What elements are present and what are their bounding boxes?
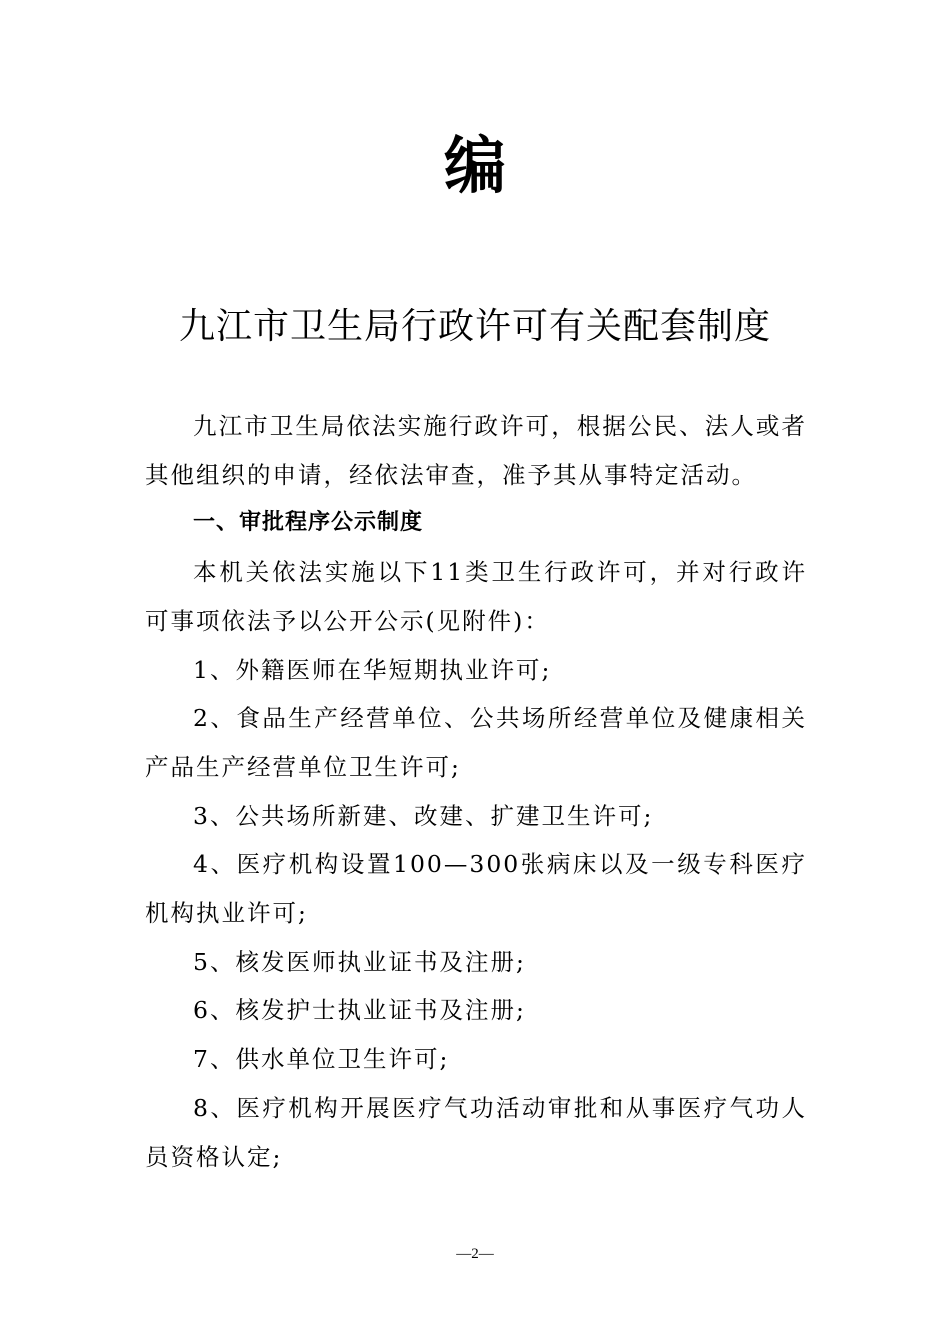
list-item-4: 4、医疗机构设置100—300张病床以及一级专科医疗机构执业许可; [145, 850, 807, 928]
section-heading: 一、审批程序公示制度 [193, 510, 424, 536]
list-item-3: 3、公共场所新建、改建、扩建卫生许可; [193, 801, 654, 830]
list-item-1: 1、外籍医师在华短期执业许可; [193, 655, 552, 684]
document-body [145, 402, 807, 1181]
cover-character: 编 [443, 129, 506, 202]
document-title: 九江市卫生局行政许可有关配套制度 [178, 306, 771, 347]
list-item-6: 6、核发护士执业证书及注册; [193, 996, 526, 1025]
intro-paragraph: 九江市卫生局依法实施行政许可，根据公民、法人或者其他组织的申请，经依法审查，准予其从事特定活动。 [145, 412, 807, 489]
page-number: —2— [456, 1246, 494, 1262]
list-item-7: 7、供水单位卫生许可; [193, 1045, 450, 1074]
list-item-5: 5、核发医师执业证书及注册; [193, 947, 526, 976]
section-intro-paragraph: 本机关依法实施以下11类卫生行政许可，并对行政许可事项依法予以公开公示(见附件)： [145, 558, 807, 635]
list-item-2: 2、食品生产经营单位、公共场所经营单位及健康相关产品生产经营单位卫生许可; [145, 704, 807, 781]
list-item-8: 8、医疗机构开展医疗气功活动审批和从事医疗气功人员资格认定; [145, 1093, 807, 1171]
